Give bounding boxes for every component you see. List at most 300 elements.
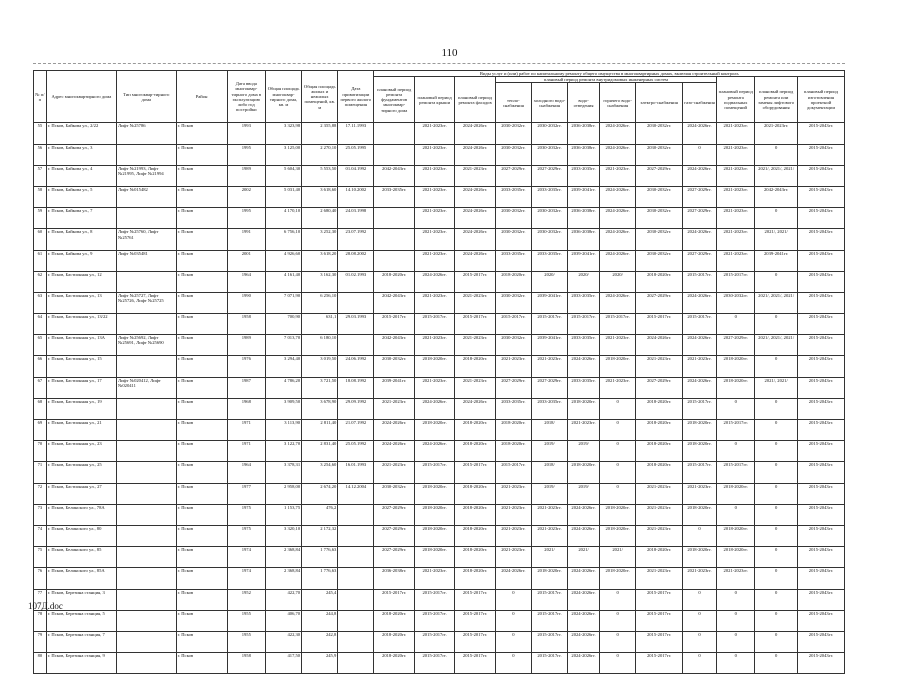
cell-dist: г. Псков bbox=[176, 335, 227, 356]
cell-d: 2015-2043гг. bbox=[797, 250, 844, 271]
cell-e: 2030-2032гг. bbox=[636, 186, 683, 207]
cell-addr: г. Псков, Байкова ул., 9 bbox=[46, 250, 116, 271]
cell-pd: 01.04.1992 bbox=[338, 165, 374, 186]
cell-dist: г. Псков bbox=[176, 250, 227, 271]
cell-ta: 700,90 bbox=[265, 314, 301, 335]
table-row bbox=[34, 398, 845, 419]
cell-d: 2015-2043гг. bbox=[797, 568, 844, 589]
cell-addr: г. Псков, Бастионная ул., 21 bbox=[46, 420, 116, 441]
cell-pd bbox=[338, 653, 374, 674]
table-row bbox=[34, 208, 845, 229]
cell-l: 0 bbox=[755, 568, 798, 589]
cell-s: 2024-2026гг. bbox=[568, 356, 600, 377]
cell-b: 2018-2020гг. bbox=[717, 525, 755, 546]
cell-r: 2015-2017гг. bbox=[414, 631, 454, 652]
cell-fa: 2024-2026гг. bbox=[455, 208, 495, 229]
cell-dist: г. Псков bbox=[176, 186, 227, 207]
cell-b: 2015-2017гг. bbox=[717, 271, 755, 292]
cell-g: 2027-2029гг. bbox=[683, 208, 717, 229]
cell-s: 2015-2017гг. bbox=[568, 314, 600, 335]
cell-s: 2033-2035гг. bbox=[568, 377, 600, 398]
cell-addr: г. Псков, Березина станция, 5 bbox=[46, 610, 116, 631]
cell-f: 2039-2041гг. bbox=[374, 377, 414, 398]
cell-pd bbox=[338, 292, 374, 313]
header-district: Район bbox=[176, 71, 227, 123]
cell-year: 1995 bbox=[227, 208, 265, 229]
cell-ta: 422,70 bbox=[265, 589, 301, 610]
cell-fa: 2024-2026гг. bbox=[455, 186, 495, 207]
cell-dist: г. Псков bbox=[176, 547, 227, 568]
cell-c: 2018-2020гг. bbox=[531, 568, 567, 589]
cell-fa: 2015-2017гг. bbox=[455, 610, 495, 631]
cell-c: 2015-2017гг. bbox=[531, 610, 567, 631]
cell-ho: 2024-2026гг. bbox=[600, 144, 636, 165]
cell-h: 0 bbox=[495, 610, 531, 631]
cell-n: 74 bbox=[34, 525, 47, 546]
cell-ta: 3 909,50 bbox=[265, 398, 301, 419]
header-address: Адрес многоквартирного дома bbox=[46, 71, 116, 123]
cell-c: 2027-2029гг. bbox=[531, 377, 567, 398]
table-row bbox=[34, 653, 845, 674]
cell-type: Лифт №035481 bbox=[116, 250, 176, 271]
cell-year: 1974 bbox=[227, 568, 265, 589]
cell-fa: 2018-2020гг. bbox=[455, 568, 495, 589]
cell-b: 2021-2023гг. bbox=[717, 229, 755, 250]
cell-g: 2018-2020гг. bbox=[683, 504, 717, 525]
cell-r: 2021-2023гг. bbox=[414, 292, 454, 313]
cell-dist: г. Псков bbox=[176, 504, 227, 525]
cell-la: 3 618,20 bbox=[302, 250, 338, 271]
cell-type bbox=[116, 525, 176, 546]
table-row bbox=[34, 250, 845, 271]
cell-ta: 1 153,75 bbox=[265, 504, 301, 525]
header-docs: плановый период изготовления проектной документации bbox=[797, 77, 844, 123]
table-row bbox=[34, 292, 845, 313]
cell-r: 2015-2017гг. bbox=[414, 610, 454, 631]
cell-ho: 0 bbox=[600, 653, 636, 674]
cell-g: 0 bbox=[683, 525, 717, 546]
cell-ho: 0 bbox=[600, 420, 636, 441]
cell-dist: г. Псков bbox=[176, 123, 227, 144]
cell-b: 2021-2023гг. bbox=[717, 144, 755, 165]
cell-ho: 2018-2020гг. bbox=[600, 568, 636, 589]
cell-n: 72 bbox=[34, 483, 47, 504]
cell-r: 2021-2023гг. bbox=[414, 377, 454, 398]
cell-year: 1952 bbox=[227, 589, 265, 610]
cell-addr: г. Псков, Бастионная ул., 15 bbox=[46, 356, 116, 377]
cell-r: 2021-2023гг. bbox=[414, 229, 454, 250]
cell-ho: 0 bbox=[600, 483, 636, 504]
cell-f bbox=[374, 208, 414, 229]
cell-year: 1989 bbox=[227, 335, 265, 356]
cell-c: 2033-2035гг. bbox=[531, 398, 567, 419]
cell-ho: 0 bbox=[600, 610, 636, 631]
cell-year: 1975 bbox=[227, 504, 265, 525]
header-num: № п/п bbox=[34, 71, 47, 123]
cell-ho: 2024-2026гг. bbox=[600, 186, 636, 207]
cell-fa: 2018-2020гг. bbox=[455, 547, 495, 568]
cell-s: 2024-2026гг. bbox=[568, 504, 600, 525]
cell-b: 2018-2020гг. bbox=[717, 377, 755, 398]
cell-la: 6 180,10 bbox=[302, 335, 338, 356]
cell-year: 2001 bbox=[227, 250, 265, 271]
header-basement: плановый период ремонта подвальных помещений bbox=[717, 77, 755, 123]
cell-s: 2024-2026гг. bbox=[568, 653, 600, 674]
cell-c: 2027-2029гг. bbox=[531, 165, 567, 186]
cell-r: 2024-2026гг. bbox=[414, 398, 454, 419]
cell-n: 61 bbox=[34, 250, 47, 271]
cell-fa: 2021-2023гг. bbox=[455, 165, 495, 186]
cell-c: 2021-2023гг. bbox=[531, 525, 567, 546]
cell-s: 2024-2026гг. bbox=[568, 568, 600, 589]
cell-ho: 2018-2020гг. bbox=[600, 356, 636, 377]
cell-h: 2021-2023гг. bbox=[495, 525, 531, 546]
cell-f bbox=[374, 144, 414, 165]
table-row bbox=[34, 610, 845, 631]
cell-ho: 2015-2017гг. bbox=[600, 314, 636, 335]
cell-f: 2015-2017гг. bbox=[374, 589, 414, 610]
cell-n: 67 bbox=[34, 377, 47, 398]
cell-n: 80 bbox=[34, 653, 47, 674]
cell-pd bbox=[338, 525, 374, 546]
cell-s: 2020/ bbox=[568, 271, 600, 292]
cell-n: 58 bbox=[34, 186, 47, 207]
cell-fa: 2015-2017гг. bbox=[455, 314, 495, 335]
cell-year: 1987 bbox=[227, 377, 265, 398]
cell-s: 2018-2020гг. bbox=[568, 462, 600, 483]
cell-dist: г. Псков bbox=[176, 165, 227, 186]
cell-type bbox=[116, 589, 176, 610]
cell-ho: 2018-2020гг. bbox=[600, 504, 636, 525]
cell-fa: 2015-2017гг. bbox=[455, 653, 495, 674]
cell-la: 3 721,50 bbox=[302, 377, 338, 398]
cell-s: 2039-2041гг. bbox=[568, 250, 600, 271]
cell-dist: г. Псков bbox=[176, 271, 227, 292]
cell-e: 2021-2023гг. bbox=[636, 568, 683, 589]
table-row bbox=[34, 441, 845, 462]
cell-addr: г. Псков, Белинского ул., 80 bbox=[46, 525, 116, 546]
cell-r: 2021-2023гг. bbox=[414, 568, 454, 589]
cell-addr: г. Псков, Белинского ул., 85А bbox=[46, 568, 116, 589]
cell-r: 2015-2017гг. bbox=[414, 589, 454, 610]
cell-la: 5 553,50 bbox=[302, 165, 338, 186]
cell-fa: 2024-2026гг. bbox=[455, 123, 495, 144]
cell-f: 2042-2043гг. bbox=[374, 335, 414, 356]
cell-year: 1968 bbox=[227, 398, 265, 419]
cell-r: 2024-2026гг. bbox=[414, 441, 454, 462]
cell-h: 2021-2023гг. bbox=[495, 547, 531, 568]
cell-pd: 17.11.1993 bbox=[338, 123, 374, 144]
cell-la: 1 776,63 bbox=[302, 568, 338, 589]
cell-d: 2015-2043гг. bbox=[797, 292, 844, 313]
header-lift: плановый период ремонта или замены лифтового оборудования bbox=[755, 77, 798, 123]
cell-pd bbox=[338, 504, 374, 525]
cell-l: 0 bbox=[755, 462, 798, 483]
cell-la: 631,1 bbox=[302, 314, 338, 335]
cell-dist: г. Псков bbox=[176, 589, 227, 610]
cell-l: 0 bbox=[755, 144, 798, 165]
cell-c: 2019/ bbox=[531, 441, 567, 462]
cell-pd: 23.07.1992 bbox=[338, 229, 374, 250]
cell-b: 0 bbox=[717, 314, 755, 335]
cell-fa: 2024-2026гг. bbox=[455, 250, 495, 271]
cell-h: 2030-2032гг. bbox=[495, 335, 531, 356]
cell-d: 2015-2043гг. bbox=[797, 525, 844, 546]
cell-dist: г. Псков bbox=[176, 356, 227, 377]
cell-e: 2030-2032гг. bbox=[636, 229, 683, 250]
cell-n: 73 bbox=[34, 504, 47, 525]
cell-type bbox=[116, 441, 176, 462]
cell-h: 0 bbox=[495, 653, 531, 674]
cell-la: 476,2 bbox=[302, 504, 338, 525]
capital-repair-table bbox=[33, 70, 845, 674]
cell-addr: г. Псков, Березина станция, 9 bbox=[46, 653, 116, 674]
cell-h: 2033-2035гг. bbox=[495, 250, 531, 271]
cell-la: 3 252,30 bbox=[302, 229, 338, 250]
cell-b: 0 bbox=[717, 441, 755, 462]
cell-s: 2019/ bbox=[568, 441, 600, 462]
header-plan-facade: плановый период ремонта фасадов bbox=[455, 77, 495, 123]
cell-type bbox=[116, 314, 176, 335]
cell-l: 2042-2043гг. bbox=[755, 186, 798, 207]
cell-b: 2021-2023гг. bbox=[717, 208, 755, 229]
cell-l: 0 bbox=[755, 589, 798, 610]
cell-la: 244,8 bbox=[302, 610, 338, 631]
cell-e: 2030-2032гг. bbox=[636, 250, 683, 271]
cell-ta: 3 378,31 bbox=[265, 462, 301, 483]
cell-l: 0 bbox=[755, 314, 798, 335]
cell-la: 2 674,20 bbox=[302, 483, 338, 504]
cell-ho: 0 bbox=[600, 631, 636, 652]
cell-h: 2033-2035гг. bbox=[495, 186, 531, 207]
cell-year: 1977 bbox=[227, 483, 265, 504]
header-cold: холодного водо-снабжения bbox=[531, 83, 567, 123]
cell-fa: 2018-2020гг. bbox=[455, 525, 495, 546]
cell-d: 2015-2043гг. bbox=[797, 165, 844, 186]
table-row bbox=[34, 462, 845, 483]
cell-addr: г. Псков, Бастионная ул., 27 bbox=[46, 483, 116, 504]
header-year: Дата ввода многоквар-тирного дома в эксплуатацию либо год постройки bbox=[227, 71, 265, 123]
cell-la: 2 811,40 bbox=[302, 420, 338, 441]
cell-h: 2030-2032гг. bbox=[495, 292, 531, 313]
capital-repair-table-wrapper bbox=[33, 70, 845, 674]
cell-g: 0 bbox=[683, 144, 717, 165]
cell-c: 2030-2032гг. bbox=[531, 208, 567, 229]
cell-ta: 4 170,10 bbox=[265, 208, 301, 229]
table-row bbox=[34, 271, 845, 292]
cell-ta: 3 323,98 bbox=[265, 123, 301, 144]
cell-c: 2030-2032гг. bbox=[531, 144, 567, 165]
cell-type: Лифт №015482 bbox=[116, 186, 176, 207]
cell-n: 66 bbox=[34, 356, 47, 377]
cell-addr: г. Псков, Бастионная ул., 13 bbox=[46, 292, 116, 313]
cell-dist: г. Псков bbox=[176, 441, 227, 462]
cell-fa: 2015-2017гг. bbox=[455, 271, 495, 292]
cell-e: 2027-2029гг. bbox=[636, 165, 683, 186]
cell-l: 0 bbox=[755, 525, 798, 546]
cell-la: 3 618,60 bbox=[302, 186, 338, 207]
header-plan-found: плановый период ремонта фундаментов многоквар-тирного дома bbox=[374, 77, 414, 123]
cell-d: 2015-2043гг. bbox=[797, 653, 844, 674]
cell-r: 2015-2017гг. bbox=[414, 653, 454, 674]
cell-e: 2018-2020гг. bbox=[636, 398, 683, 419]
cell-b: 2021-2023гг. bbox=[717, 123, 755, 144]
cell-c: 2039-2041гг. bbox=[531, 292, 567, 313]
cell-e: 2027-2029гг. bbox=[636, 292, 683, 313]
cell-ho: 0 bbox=[600, 589, 636, 610]
cell-e: 2021-2023гг. bbox=[636, 525, 683, 546]
table-row bbox=[34, 483, 845, 504]
cell-f: 2024-2026гг. bbox=[374, 441, 414, 462]
table-row bbox=[34, 165, 845, 186]
cell-f: 2027-2029гг. bbox=[374, 504, 414, 525]
cell-year: 1958 bbox=[227, 653, 265, 674]
cell-ho: 2024-2026гг. bbox=[600, 292, 636, 313]
cell-e: 2030-2032гг. bbox=[636, 144, 683, 165]
cell-addr: г. Псков, Бастионная ул., 13А bbox=[46, 335, 116, 356]
cell-h: 2030-2032гг. bbox=[495, 229, 531, 250]
cell-g: 2015-2017гг. bbox=[683, 398, 717, 419]
cell-n: 70 bbox=[34, 441, 47, 462]
cell-s: 2024-2026гг. bbox=[568, 631, 600, 652]
cell-la: 3 162,30 bbox=[302, 271, 338, 292]
cell-year: 1971 bbox=[227, 441, 265, 462]
cell-year: 1993 bbox=[227, 123, 265, 144]
cell-addr: г. Псков, Бастионная ул., 19 bbox=[46, 398, 116, 419]
cell-addr: г. Псков, Байкова ул., 7 bbox=[46, 208, 116, 229]
cell-r: 2018-2020гг. bbox=[414, 420, 454, 441]
cell-dist: г. Псков bbox=[176, 398, 227, 419]
cell-la: 3 678,90 bbox=[302, 398, 338, 419]
cell-addr: г. Псков, Бастионная ул., 25 bbox=[46, 462, 116, 483]
cell-pd: 24.06.1992 bbox=[338, 356, 374, 377]
cell-dist: г. Псков bbox=[176, 420, 227, 441]
cell-n: 63 bbox=[34, 292, 47, 313]
cell-h: 2030-2032гг. bbox=[495, 208, 531, 229]
cell-c: 2033-2035гг. bbox=[531, 250, 567, 271]
cell-dist: г. Псков bbox=[176, 525, 227, 546]
cell-s: 2033-2035гг. bbox=[568, 335, 600, 356]
cell-d: 2015-2043гг. bbox=[797, 229, 844, 250]
cell-l: 2039-2041гг. bbox=[755, 250, 798, 271]
cell-pd bbox=[338, 568, 374, 589]
cell-g: 0 bbox=[683, 653, 717, 674]
header-gas: газо-снабжения bbox=[683, 83, 717, 123]
cell-c: 2020/ bbox=[531, 271, 567, 292]
cell-s: 2033-2035гг. bbox=[568, 165, 600, 186]
cell-ho: 0 bbox=[600, 441, 636, 462]
cell-la: 1 776,63 bbox=[302, 547, 338, 568]
cell-d: 2015-2043гг. bbox=[797, 589, 844, 610]
cell-d: 2015-2043гг. bbox=[797, 144, 844, 165]
cell-dist: г. Псков bbox=[176, 208, 227, 229]
cell-l: 2021/, 2021/, 2021/ bbox=[755, 335, 798, 356]
cell-s: 2024-2026гг. bbox=[568, 525, 600, 546]
cell-ho: 2024-2026гг. bbox=[600, 208, 636, 229]
cell-r: 2018-2020гг. bbox=[414, 356, 454, 377]
cell-ta: 2 958,00 bbox=[265, 483, 301, 504]
cell-addr: г. Псков, Березина станция, 3 bbox=[46, 589, 116, 610]
cell-g: 2021-2023гг. bbox=[683, 483, 717, 504]
cell-l: 2021/, 2021/ bbox=[755, 229, 798, 250]
cell-c: 2039-2041гг. bbox=[531, 335, 567, 356]
header-plan-roof: плановый период ремонта крыши bbox=[414, 77, 454, 123]
cell-b: 0 bbox=[717, 610, 755, 631]
cell-fa: 2018-2020гг. bbox=[455, 504, 495, 525]
cell-year: 2002 bbox=[227, 186, 265, 207]
header-sewer: водо-отведения bbox=[568, 83, 600, 123]
header-priv-date: Дата приватизации первого жилого помещения bbox=[338, 71, 374, 123]
cell-g: 2024-2026гг. bbox=[683, 335, 717, 356]
cell-g: 0 bbox=[683, 589, 717, 610]
cell-ta: 3 122,70 bbox=[265, 441, 301, 462]
header-total-area: Общая площадь многоквар-тирного дома, кв. м bbox=[265, 71, 301, 123]
cell-pd: 24.03.1998 bbox=[338, 208, 374, 229]
cell-c: 2018/ bbox=[531, 462, 567, 483]
cell-s: 2024-2026гг. bbox=[568, 589, 600, 610]
cell-h: 2027-2029гг. bbox=[495, 165, 531, 186]
cell-l: 0 bbox=[755, 631, 798, 652]
cell-addr: г. Псков, Байкова ул., 3 bbox=[46, 144, 116, 165]
cell-pd bbox=[338, 335, 374, 356]
cell-f: 2021-2023гг. bbox=[374, 462, 414, 483]
cell-h: 0 bbox=[495, 631, 531, 652]
cell-fa: 2024-2026гг. bbox=[455, 144, 495, 165]
cell-d: 2015-2043гг. bbox=[797, 208, 844, 229]
cell-e: 2021-2023гг. bbox=[636, 504, 683, 525]
cell-pd: 18.08.1992 bbox=[338, 377, 374, 398]
cell-d: 2015-2043гг. bbox=[797, 123, 844, 144]
cell-f: 2030-2032гг. bbox=[374, 483, 414, 504]
table-row bbox=[34, 123, 845, 144]
cell-ta: 406,70 bbox=[265, 610, 301, 631]
cell-fa: 2018-2020гг. bbox=[455, 483, 495, 504]
cell-g: 2018-2020гг. bbox=[683, 547, 717, 568]
cell-fa: 2018-2020гг. bbox=[455, 420, 495, 441]
cell-la: 2 355,88 bbox=[302, 123, 338, 144]
cell-b: 2018-2020гг. bbox=[717, 547, 755, 568]
cell-c: 2030-2032гг. bbox=[531, 229, 567, 250]
cell-la: 245,9 bbox=[302, 653, 338, 674]
cell-pd: 14.12.2004 bbox=[338, 483, 374, 504]
cell-s: 2036-2038гг. bbox=[568, 144, 600, 165]
cell-f: 2024-2026гг. bbox=[374, 420, 414, 441]
cell-dist: г. Псков bbox=[176, 610, 227, 631]
cell-s: 2018-2020гг. bbox=[568, 398, 600, 419]
cell-addr: г. Псков, Байкова ул., 4 bbox=[46, 165, 116, 186]
table-row bbox=[34, 568, 845, 589]
cell-r: 2021-2023гг. bbox=[414, 123, 454, 144]
header-systems-group: плановый период ремонта внутридомовых инженерных систем bbox=[495, 77, 716, 83]
cell-year: 1958 bbox=[227, 314, 265, 335]
cell-pd: 16.01.1993 bbox=[338, 462, 374, 483]
cell-b: 2015-2017гг. bbox=[717, 420, 755, 441]
cell-dist: г. Псков bbox=[176, 314, 227, 335]
cell-fa: 2021-2023гг. bbox=[455, 292, 495, 313]
cell-n: 62 bbox=[34, 271, 47, 292]
cell-s: 2033-2035гг. bbox=[568, 292, 600, 313]
cell-ta: 6 756,10 bbox=[265, 229, 301, 250]
cell-la: 3 019,50 bbox=[302, 356, 338, 377]
cell-r: 2021-2023гг. bbox=[414, 335, 454, 356]
cell-ta: 4 161,40 bbox=[265, 271, 301, 292]
cell-b: 0 bbox=[717, 589, 755, 610]
header-works-group: Виды услуг и (или) работ по капитальному ремонту общего имущества в многоквартирных домах, включая строительный контроль bbox=[374, 71, 845, 77]
cell-l: 2021/, 2021/, 2021/ bbox=[755, 165, 798, 186]
cell-s: 2036-2038гг. bbox=[568, 208, 600, 229]
cell-n: 77 bbox=[34, 589, 47, 610]
cell-l: 2021/, 2021/ bbox=[755, 377, 798, 398]
